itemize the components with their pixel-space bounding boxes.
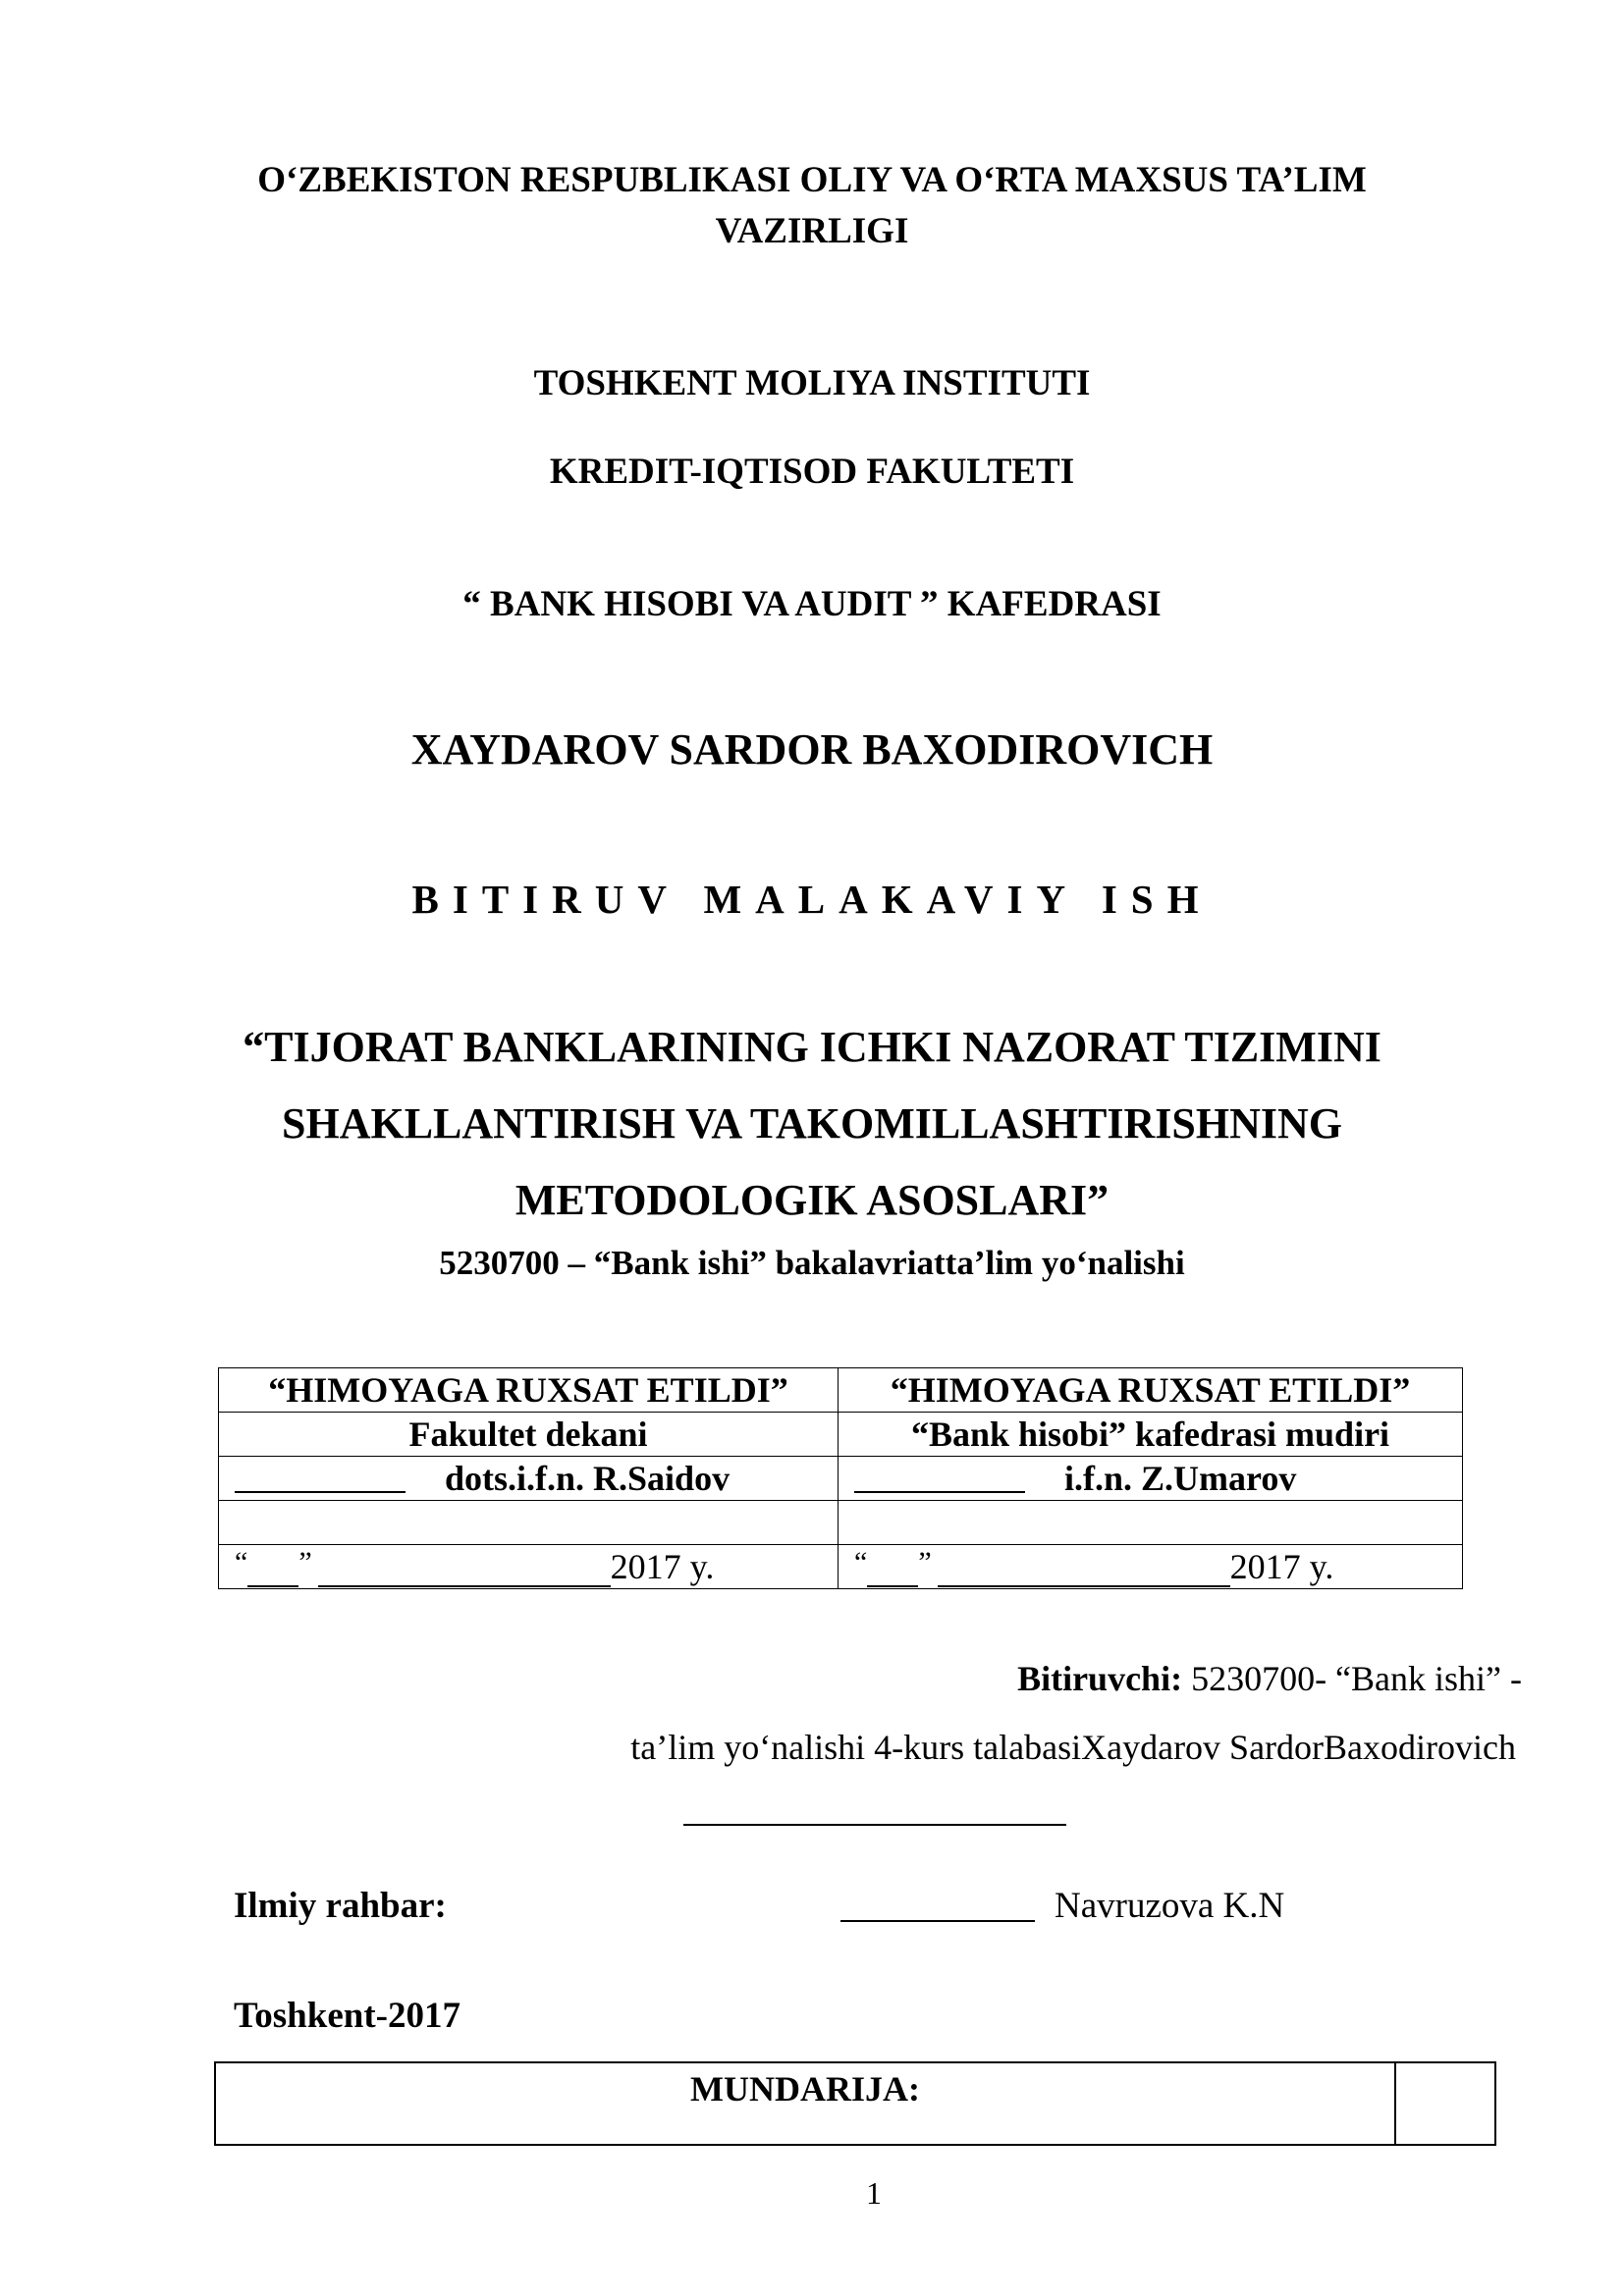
department-name: “ BANK HISOBI VA AUDIT ” KAFEDRASI [462,584,1162,624]
graduate-specialty: 5230700- “Bank ishi” - [1182,1659,1522,1698]
thesis-topic [0,1009,1624,1239]
supervisor-name: Navruzova K.N [1055,1886,1285,1926]
date-close-quote: ” [918,1546,932,1578]
approval-left-heading: “HIMOYAGA RUXSAT ETILDI” [219,1368,839,1413]
approval-left-position: Fakultet dekani [219,1413,839,1457]
topic-line-3: METODOLOGIK ASOSLARI” [514,1176,1110,1224]
contents-table [214,2061,1496,2146]
day-blank [867,1556,918,1587]
approval-row-heading [219,1368,1463,1413]
ministry-line-1: O‘ZBEKISTON RESPUBLIKASI OLIY VA O‘RTA MAXSUS TA’LIM [257,160,1367,200]
graduate-line-1 [1017,1655,1522,1702]
approval-left-signatory: dots.i.f.n. R.Saidov [445,1459,731,1498]
page-number: 1 [866,2175,882,2211]
date-close-quote: ” [298,1546,312,1578]
date-open-quote: “ [854,1546,868,1578]
approval-row-position [219,1413,1463,1457]
institute-name: TOSHKENT MOLIYA INSTITUTI [533,363,1091,403]
approval-row-signature [219,1457,1463,1501]
approval-row-empty [219,1501,1463,1545]
approval-right-empty [839,1501,1463,1545]
month-blank [938,1556,1230,1587]
city-year: Toshkent-2017 [234,1996,460,2036]
approval-right-signatory: i.f.n. Z.Umarov [1064,1459,1297,1498]
ministry-line-2: VAZIRLIGI [715,211,909,251]
signature-line [854,1471,1025,1493]
month-blank [318,1556,611,1587]
graduate-label: Bitiruvchi: [1017,1659,1183,1698]
work-type: BITIRUV MALAKAVIY ISH [411,877,1213,922]
topic-line-2: SHAKLLANTIRISH VA TAKOMILLASHTIRISHNING [282,1099,1342,1148]
supervisor-signature-line [840,1920,1035,1922]
day-blank [247,1556,298,1587]
approval-right-date [839,1545,1463,1589]
approval-row-date [219,1545,1463,1589]
approval-right-heading: “HIMOYAGA RUXSAT ETILDI” [839,1368,1463,1413]
approval-left-year: 2017 y. [610,1547,715,1586]
graduate-line-2: ta’lim yo‘nalishi 4-kurs talabasiXaydarov SardorBaxodirovich [630,1728,1516,1767]
topic-line-1: “TIJORAT BANKLARINING ICHKI NAZORAT TIZIMINI [243,1023,1381,1071]
signature-line [235,1471,406,1493]
graduate-signature-line [683,1824,1066,1826]
contents-title: MUNDARIJA: [690,2069,920,2109]
contents-column-divider [1394,2063,1396,2144]
approval-right-signature [839,1457,1463,1501]
specialty: 5230700 – “Bank ishi” bakalavriatta’lim yo‘nalishi [439,1244,1185,1282]
approval-left-signature [219,1457,839,1501]
faculty-name: KREDIT-IQTISOD FAKULTETI [549,452,1075,492]
date-open-quote: “ [235,1546,248,1578]
author-name: XAYDAROV SARDOR BAXODIROVICH [410,725,1214,774]
approval-left-empty [219,1501,839,1545]
ministry-heading [0,155,1624,257]
approval-right-position: “Bank hisobi” kafedrasi mudiri [839,1413,1463,1457]
supervisor-label: Ilmiy rahbar: [234,1886,447,1926]
approval-right-year: 2017 y. [1229,1547,1334,1586]
approval-left-date [219,1545,839,1589]
approval-table [218,1367,1463,1589]
